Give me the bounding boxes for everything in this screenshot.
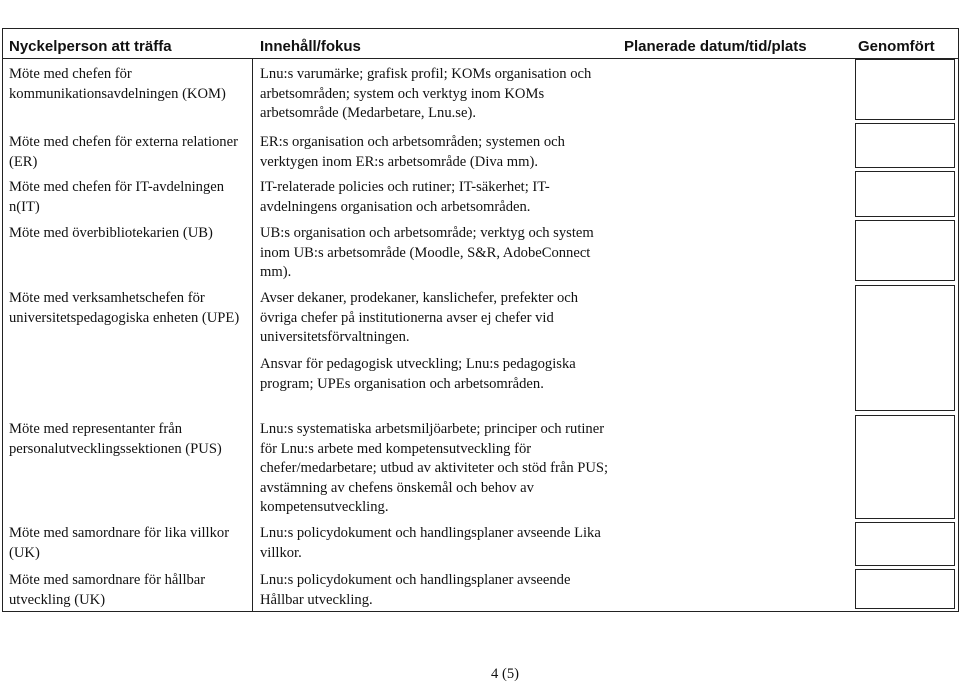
row-6-completed-box[interactable] — [855, 415, 955, 519]
row-3-content: IT-relaterade policies och rutiner; IT-säkerhet; IT-avdelningens organisation och arbetsområden. — [260, 179, 550, 215]
row-8-person: Möte med samordnare för hållbar utveckling (UK) — [9, 572, 206, 608]
row-2-person: Möte med chefen för externa relationer (ER) — [9, 134, 238, 170]
row-2-completed-box[interactable] — [855, 123, 955, 168]
row-5-person: Möte med verksamhetschefen för universitetspedagogiska enheten (UPE) — [9, 290, 240, 326]
header-completed: Genomfört — [858, 38, 935, 55]
row-1-completed-box[interactable] — [855, 59, 955, 120]
row-7-person: Möte med samordnare för lika villkor (UK) — [9, 525, 230, 561]
row-8-completed-box[interactable] — [855, 569, 955, 609]
row-2-content: ER:s organisation och arbetsområden; systemen och verktygen inom ER:s arbetsområde (Diva mm). — [260, 134, 565, 170]
row-5-content-2: Ansvar för pedagogisk utveckling; Lnu:s pedagogiska program; UPEs organisation och arbetsområden. — [260, 356, 576, 392]
header-content: Innehåll/fokus — [260, 38, 361, 55]
row-7-content: Lnu:s policydokument och handlingsplaner avseende Lika villkor. — [260, 525, 601, 561]
page-number: 4 (5) — [491, 666, 519, 682]
row-5-completed-box[interactable] — [855, 285, 955, 411]
header-person: Nyckelperson att träffa — [9, 38, 172, 55]
row-8-content: Lnu:s policydokument och handlingsplaner avseende Hållbar utveckling. — [260, 572, 571, 608]
row-7-completed-box[interactable] — [855, 522, 955, 566]
row-1-content: Lnu:s varumärke; grafisk profil; KOMs organisation och arbetsområden; system och verktyg inom KOMs arbetsområde (Medarbetare, Lnu.se). — [260, 66, 592, 121]
row-5-content: Avser dekaner, prodekaner, kanslichefer, prefekter och övriga chefer på institutionerna avser ej chefer vid universitetsförvaltningen. — [260, 290, 579, 345]
header-planned: Planerade datum/tid/plats — [624, 38, 807, 55]
row-4-person: Möte med överbibliotekarien (UB) — [9, 225, 213, 241]
row-1-person: Möte med chefen för kommunikationsavdelningen (KOM) — [9, 66, 226, 102]
row-3-person: Möte med chefen för IT-avdelningen n(IT) — [9, 179, 225, 215]
row-3-completed-box[interactable] — [855, 171, 955, 217]
row-6-person: Möte med representanter från personalutvecklingssektionen (PUS) — [9, 421, 222, 457]
row-4-content: UB:s organisation och arbetsområde; verktyg och system inom UB:s arbetsområde (Moodle, S&R, AdobeConnect mm). — [260, 225, 594, 280]
row-6-content: Lnu:s systematiska arbetsmiljöarbete; principer och rutiner för Lnu:s arbete med kompetensutveckling för chefer/medarbetare; utbud av aktiviteter och stöd från PUS; avstämning av chefens önskemål och behov av kompetensutveckling. — [260, 421, 609, 515]
row-4-completed-box[interactable] — [855, 220, 955, 281]
